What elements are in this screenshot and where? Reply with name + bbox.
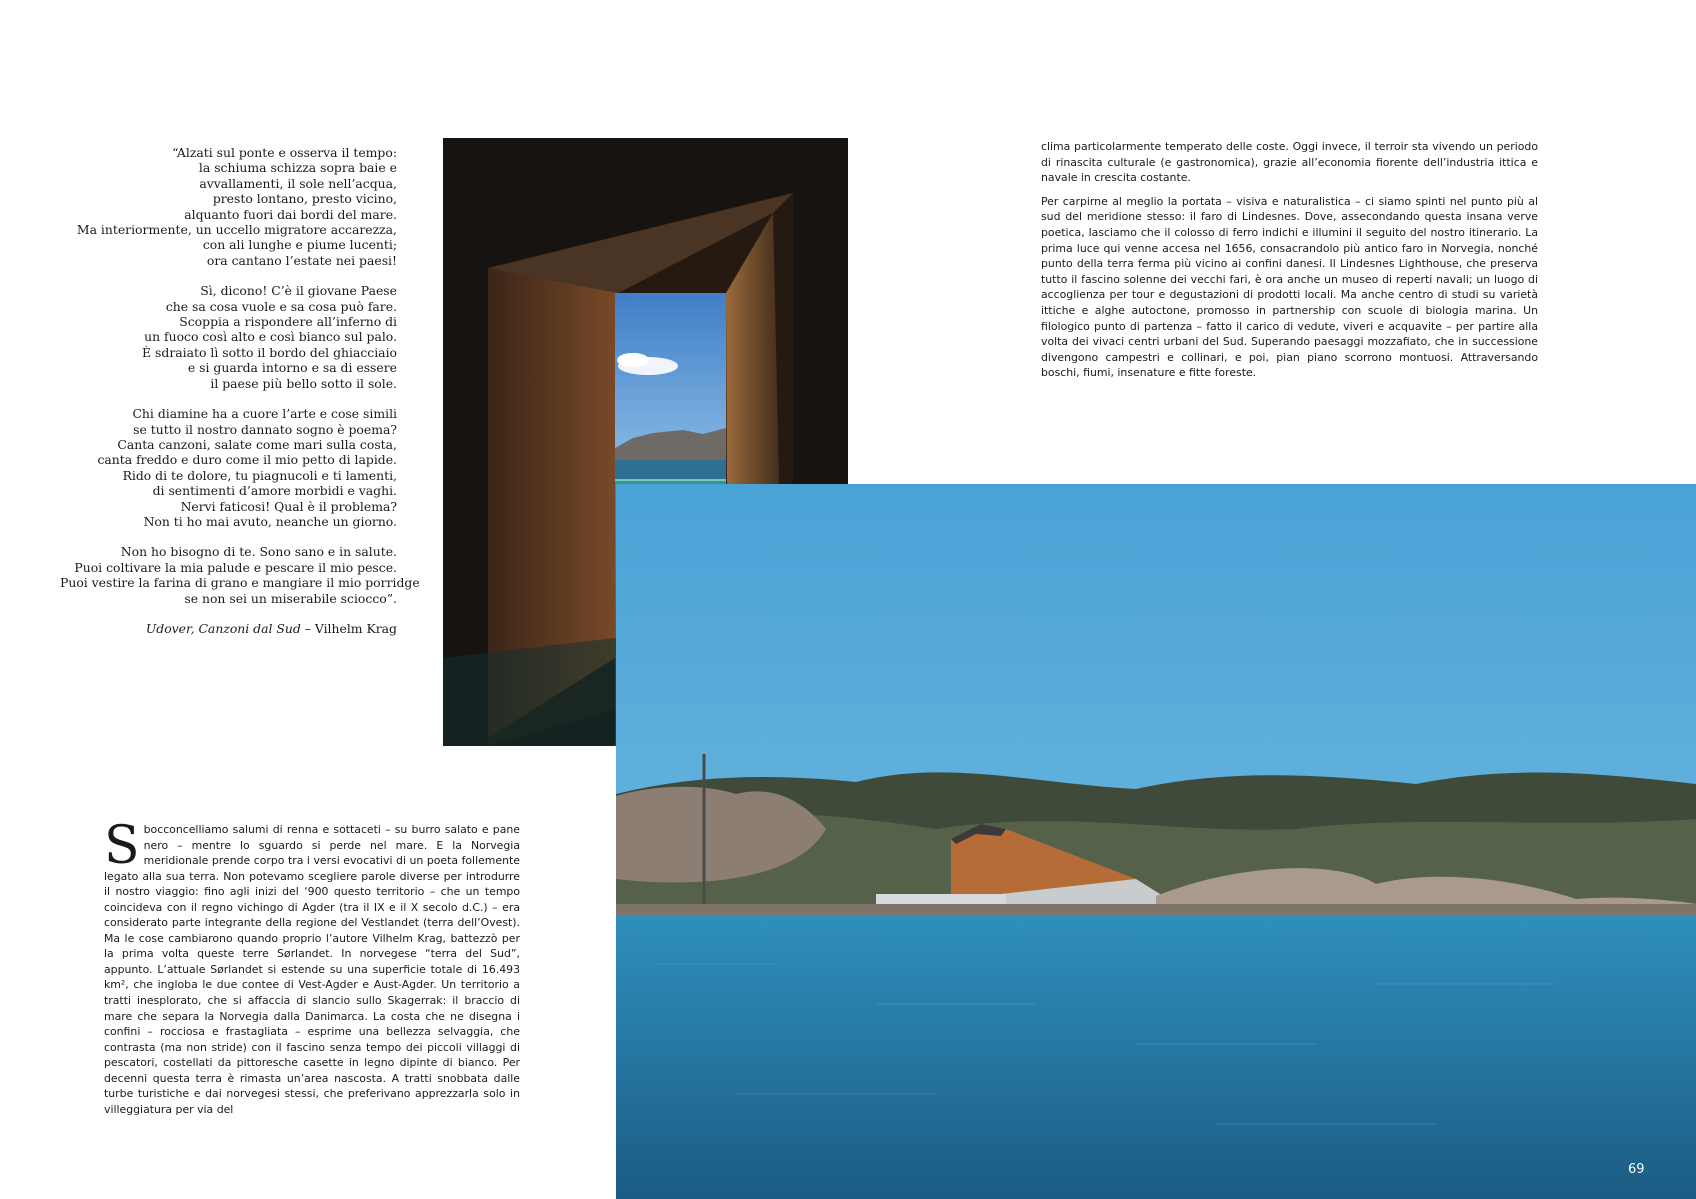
poem-line: Scoppia a rispondere all’inferno di (179, 314, 397, 330)
poem-line: presto lontano, presto vicino, (212, 191, 397, 207)
right-text-column (1041, 139, 1538, 389)
page-number: 69 (1628, 1162, 1645, 1177)
poem-line: Puoi vestire la farina di grano e mangiare il mio porridge (60, 575, 420, 591)
poem-line: avvallamenti, il sole nell’acqua, (199, 175, 397, 191)
poem-line: “Alzati sul ponte e osserva il tempo: (172, 145, 397, 160)
right-paragraph: clima particolarmente temperato delle coste. Oggi invece, il terroir sta vivendo un periodo di rinascita culturale (e gastronomica), grazie all’economia fiorente dell’industria ittica e navale in crescita costante. (1041, 140, 1538, 185)
poem-line: Sì, dicono! C’è il giovane Paese (200, 283, 397, 299)
drop-cap: S (104, 816, 140, 876)
article-text: bocconcelliamo salumi di renna e sottaceti – su burro salato e pane nero – mentre lo sguardo si perde nel mare. E la Norvegia meridionale prende corpo tra i versi evocativi di un poeta follemente legato alla sua terra. Non potevamo scegliere parole diverse per introdurre il nostro viaggio: fino agli inizi del ‘900 questo territorio – che un tempo coincideva con il regno vichingo di Agder (tra il IX e il X secolo d.C.) – era considerato parte integrante della regione del Vestlandet (terra dell’Ovest). Ma le cose cambiarono quando proprio l’autore Vilhelm Krag, battezzò per la prima volta queste terre Sørlandet. In norvegese “terra del Sud”, appunto. L’attuale Sørlandet si estende su una superficie totale di 16.493 km², che ingloba le due contee di Vest-Agder e Aust-Agder. Un territorio a tratti inesplorato, che si affaccia di slancio sullo Skagerrak: il braccio di mare che separa la Norvegia dalla Danimarca. La costa che ne disegna i confini – rocciosa e frastagliata – esprime una bellezza selvaggia, che contrasta (ma non stride) con il fascino senza tempo dei piccoli villaggi di pescatori, costellati da pittoresche casette in legno dipinte di bianco. Per decenni questa terra è rimasta un’area nascosta. A tratti snobbata dalle turbe turistiche e dai norvegesi stessi, che preferivano apprezzarla solo in villeggiatura per via del (104, 823, 520, 1116)
poem-line: Puoi coltivare la mia palude e pescare il mio pesce. (74, 559, 397, 575)
poem-stanza (60, 544, 420, 606)
poem-line: che sa cosa vuole e sa cosa può fare. (165, 298, 397, 314)
poem-line: Rido di te dolore, tu piagnucoli e ti lamenti, (122, 467, 397, 483)
poem-line: Nervi faticosi! Qual è il problema? (180, 498, 397, 514)
coast-restaurant-photo (616, 484, 1696, 1199)
poem-attribution-title: Udover, Canzoni dal Sud (145, 620, 301, 636)
poem-line: un fuoco così alto e così bianco sul palo. (144, 329, 397, 345)
poem-stanza (60, 145, 397, 268)
poem-line: Chi diamine ha a cuore l’arte e cose simili (132, 406, 397, 422)
poem-line: il paese più bello sotto il sole. (210, 375, 397, 391)
poem-line: la schiuma schizza sopra baie e (198, 160, 397, 176)
poem-line: Non ho bisogno di te. Sono sano e in salute. (120, 544, 397, 560)
right-paragraph: Per carpirne al meglio la portata – visiva e naturalistica – ci siamo spinti nel punto più al sud del meridione stesso: il faro di Lindesnes. Dove, assecondando questa insana verve poetica, lasciamo che il colosso di ferro indichi e illumini il seguito del nostro itinerario. La prima luce qui venne accesa nel 1656, consacrandolo più antico faro in Norvegia, nonché punto della terra ferma più vicino ai confini danesi. Il Lindesnes Lighthouse, che preserva tutto il fascino solenne dei vecchi fari, è ora anche un museo di reperti navali; un luogo di accoglienza per tour e degustazioni di prodotti locali. Ma anche centro di studi su varietà ittiche e alghe autoctone, promosso in partnership con scuole di biologia marina. Un filologico punto di partenza – fatto il carico di vedute, viveri e acquavite – per partire alla volta dei vivaci centri urbani del Sud. Superando paesaggi mozzafiato, che in successione divengono campestri e collinari, e poi, pian piano scorrono montuosi. Attraversando boschi, fiumi, insenature e fitte foreste. (1041, 194, 1538, 380)
poem-stanza (60, 406, 397, 529)
poem-attribution-author: – Vilhelm Krag (300, 620, 397, 636)
poem-block (60, 145, 420, 636)
poem-line: se non sei un miserabile sciocco”. (184, 590, 397, 606)
poem-line: se tutto il nostro dannato sogno è poema? (133, 421, 397, 437)
poem-line: di sentimenti d’amore morbidi e vaghi. (152, 483, 397, 499)
poem-line: Non ti ho mai avuto, neanche un giorno. (143, 513, 397, 529)
poem-attribution (60, 621, 397, 636)
poem-line: È sdraiato lì sotto il bordo del ghiacciaio (142, 344, 397, 360)
poem-line: ora cantano l’estate nei paesi! (206, 252, 397, 268)
poem-line: con ali lunghe e piume lucenti; (202, 237, 397, 253)
poem-line: alquanto fuori dai bordi del mare. (184, 206, 397, 222)
poem-line: e si guarda intorno e sa di essere (187, 360, 397, 376)
poem-line: canta freddo e duro come il mio petto di lapide. (97, 452, 397, 468)
poem-stanza (60, 283, 397, 391)
article-body (104, 816, 520, 1117)
poem-line: Ma interiormente, un uccello migratore accarezza, (76, 222, 397, 238)
poem-line: Canta canzoni, salate come mari sulla costa, (117, 436, 397, 452)
